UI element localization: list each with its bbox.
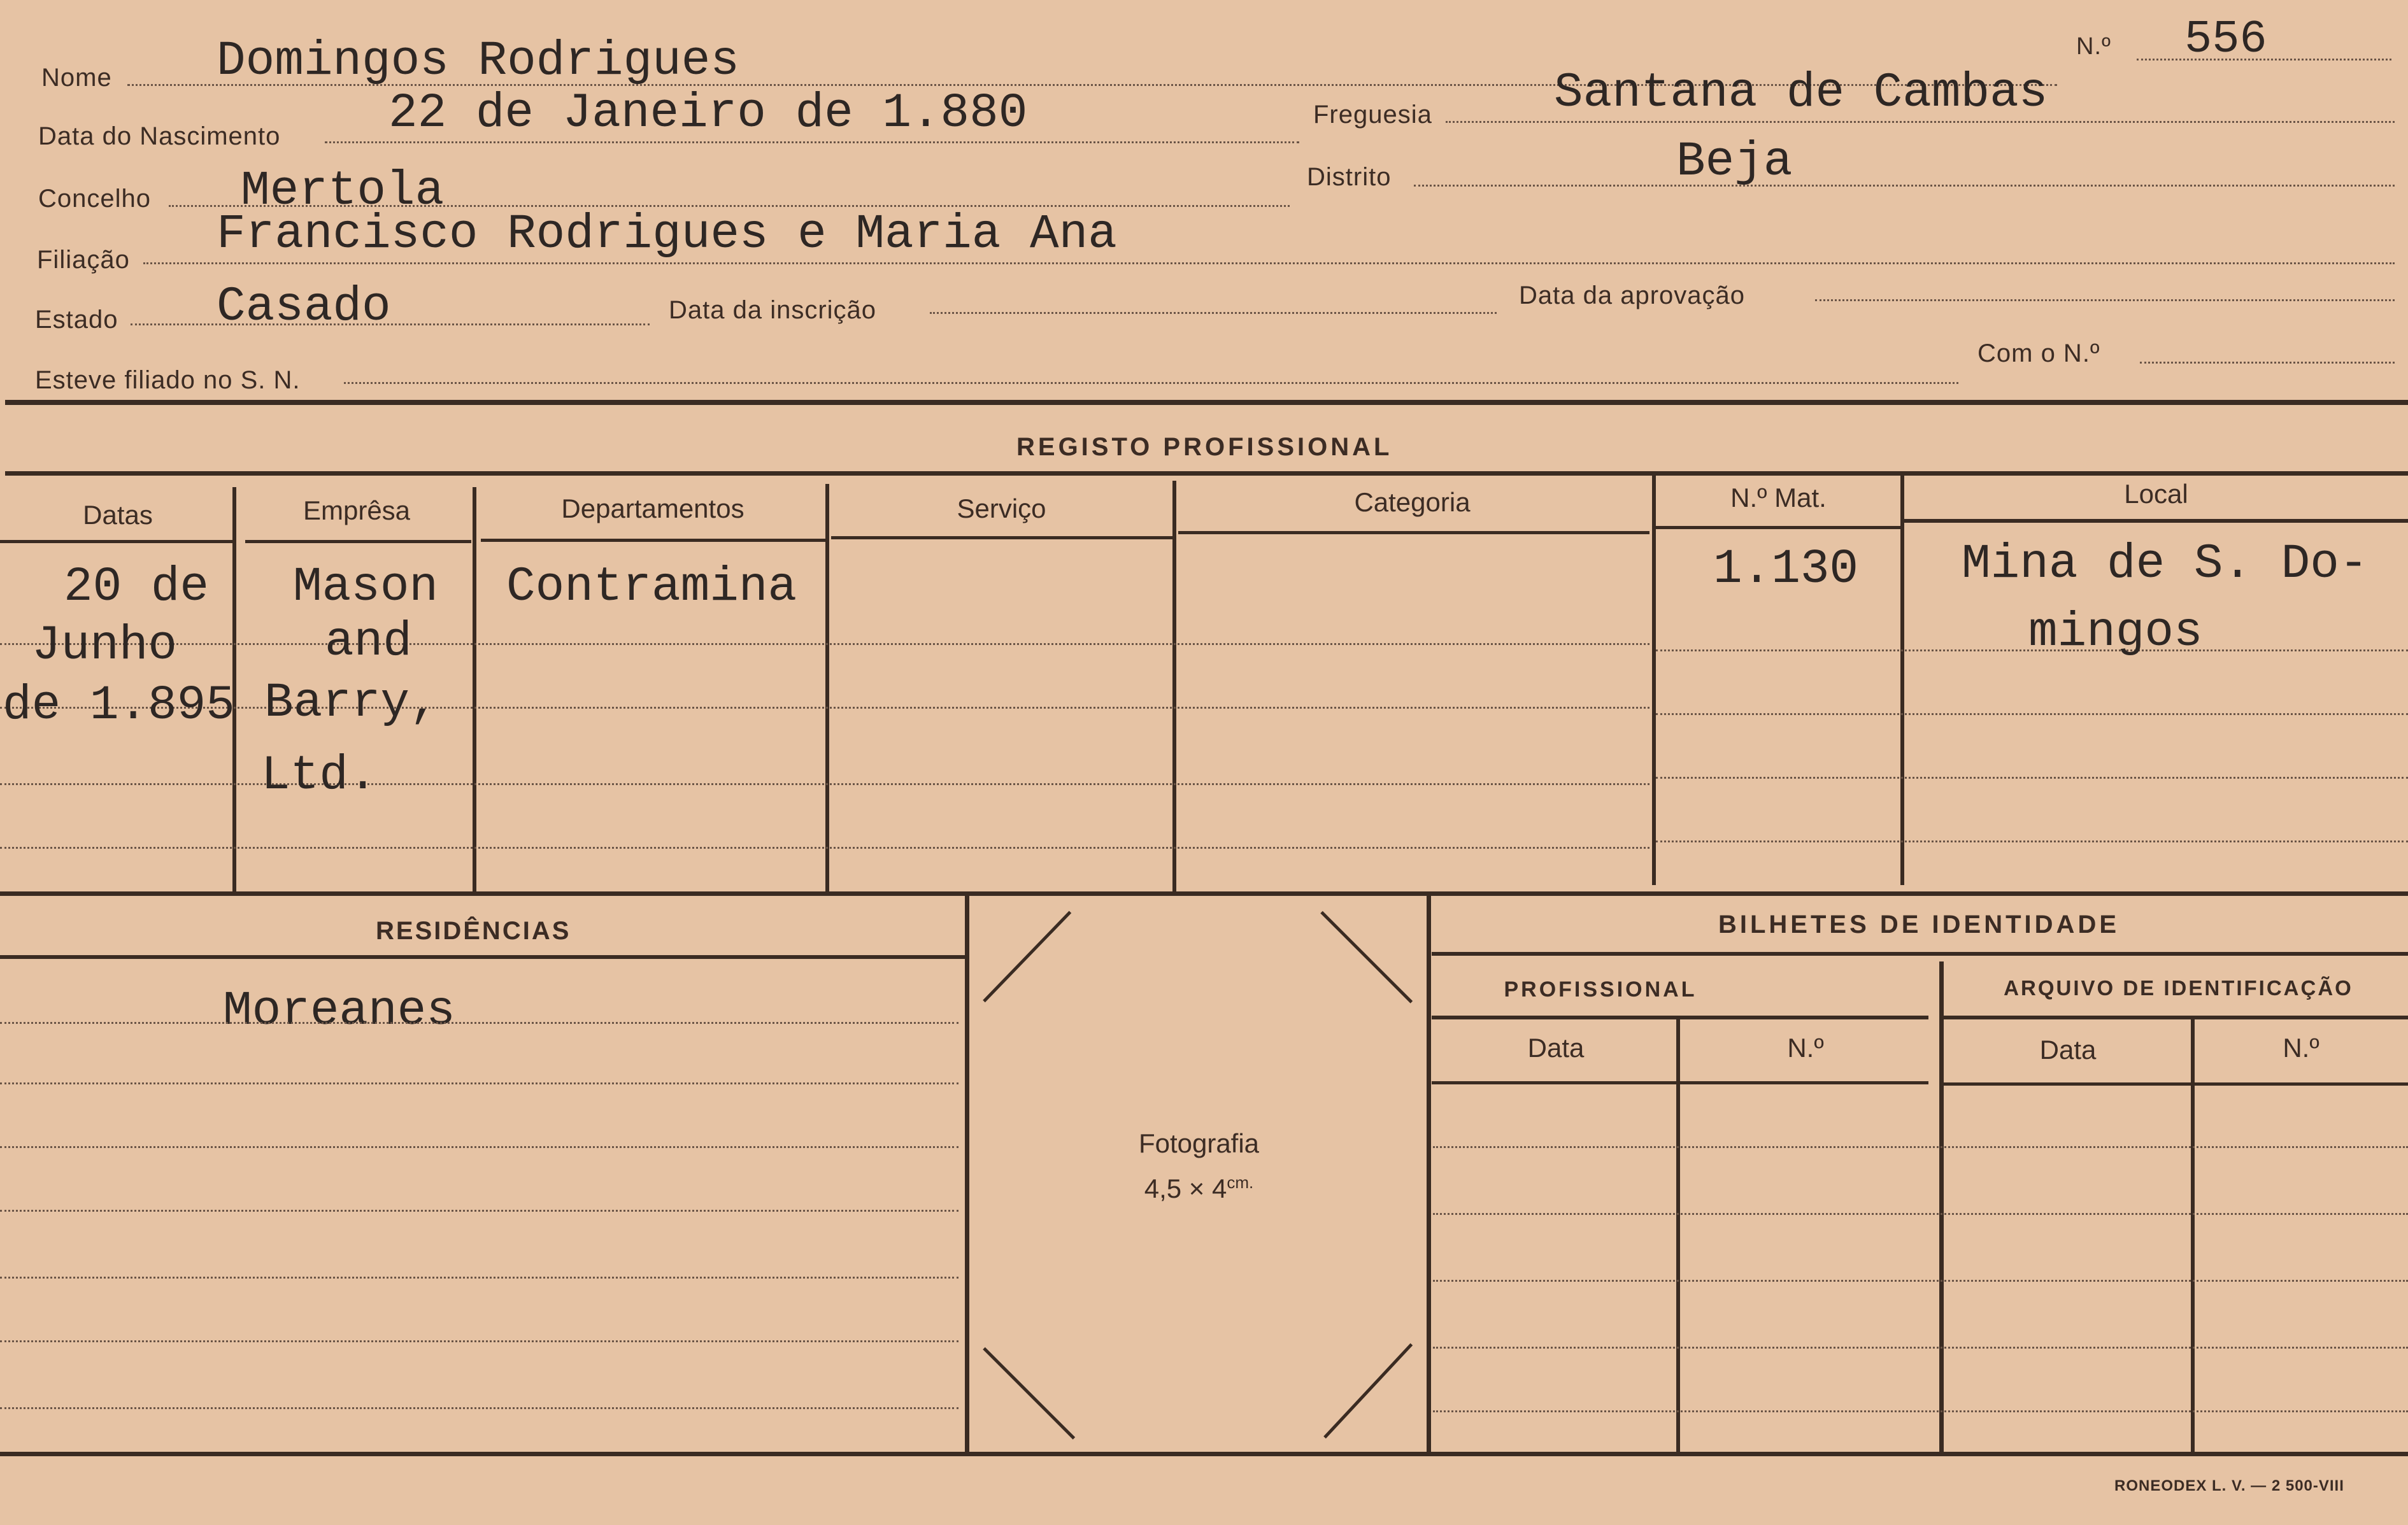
registration-date-label: Data da inscrição	[669, 296, 877, 324]
photo-size: $4,5 \times 4^{cm.}$	[1144, 1173, 1254, 1203]
professional-number-header: N.º	[1787, 1033, 1824, 1063]
approval-date-label: Data da aprovação	[1519, 281, 1746, 309]
archive-subtitle: ARQUIVO DE IDENTIFICAÇÃO	[2004, 976, 2353, 1000]
entry-company-line1: Mason	[293, 560, 439, 614]
entry-location-line2: mingos	[2028, 605, 2203, 660]
photo-corner-top-right	[1320, 911, 1413, 1004]
column-departments: Departamentos	[561, 493, 744, 523]
residence-value: Moreanes	[223, 984, 455, 1039]
with-number-label: Com o N.º	[1977, 339, 2100, 367]
photo-corner-bottom-right	[1323, 1344, 1413, 1439]
photo-corner-top-left	[983, 911, 1071, 1002]
column-location: Local	[2124, 479, 2188, 509]
entry-location-line1: Mina de S. Do-	[1962, 537, 2369, 592]
entry-department: Contramina	[506, 560, 797, 614]
parentage-label: Filiação	[37, 246, 130, 274]
affiliation-label: Esteve filiado no S. N.	[35, 366, 301, 394]
archive-number-header: N.º	[2283, 1033, 2319, 1063]
name-label: Nome	[41, 64, 112, 92]
parentage-value: Francisco Rodrigues e Maria Ana	[217, 207, 1117, 262]
name-value: Domingos Rodrigues	[217, 34, 739, 89]
column-dates: Datas	[83, 500, 153, 530]
photo-corner-bottom-left	[983, 1347, 1075, 1440]
entry-employee-number: 1.130	[1713, 542, 1859, 597]
district-value: Beja	[1676, 134, 1793, 189]
number-value: 556	[2184, 13, 2267, 66]
column-company: Emprêsa	[303, 495, 411, 525]
archive-date-header: Data	[2039, 1035, 2097, 1065]
photo-label: Fotografia	[1138, 1128, 1260, 1158]
column-employee-number: N.º Mat.	[1730, 483, 1827, 513]
parish-label: Freguesia	[1313, 101, 1432, 129]
entry-date-line3: de 1.895	[3, 678, 235, 733]
entry-date-line1: 20 de	[64, 560, 210, 614]
birth-date-label: Data do Nascimento	[38, 122, 281, 150]
parish-value: Santana de Cambas	[1554, 66, 2048, 120]
district-label: Distrito	[1307, 163, 1392, 191]
birth-date-value: 22 de Janeiro de 1.880	[388, 86, 1028, 141]
municipality-value: Mertola	[241, 164, 445, 218]
column-service: Serviço	[957, 493, 1046, 523]
entry-company-line3: Barry,	[264, 676, 439, 730]
number-label: N.º	[2076, 33, 2111, 60]
printer-mark: RONEODEX L. V. — 2 500-VIII	[2114, 1477, 2344, 1494]
entry-company-line2: and	[325, 614, 412, 669]
residences-title: RESIDÊNCIAS	[376, 917, 571, 945]
marital-status-value: Casado	[217, 280, 391, 334]
professional-subtitle: PROFISSIONAL	[1504, 977, 1697, 1002]
marital-status-label: Estado	[35, 306, 118, 334]
entry-date-line2: Junho	[32, 618, 178, 673]
id-cards-title: BILHETES DE IDENTIDADE	[1718, 911, 2120, 939]
entry-company-line4: Ltd.	[261, 748, 378, 803]
municipality-label: Concelho	[38, 185, 152, 213]
professional-date-header: Data	[1527, 1033, 1585, 1063]
column-category: Categoria	[1354, 487, 1471, 517]
professional-record-title: REGISTO PROFISSIONAL	[1016, 433, 1393, 461]
